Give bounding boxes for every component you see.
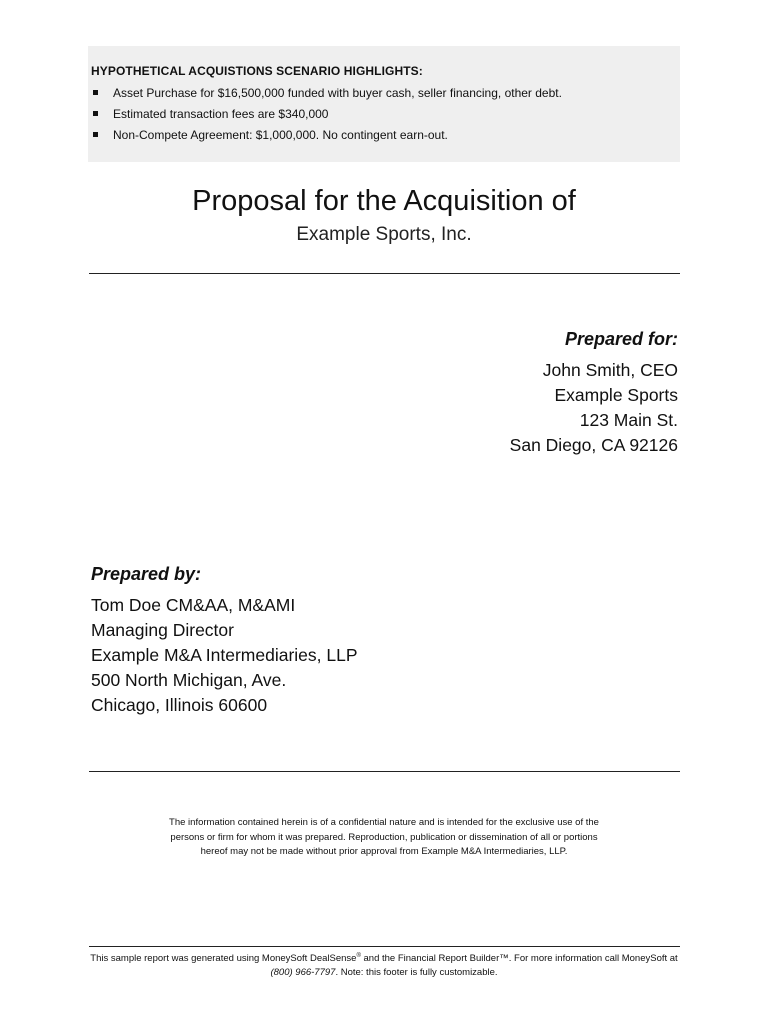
scenario-highlights-box xyxy=(88,46,680,162)
top-divider xyxy=(89,273,680,274)
document-title: Proposal for the Acquisition of xyxy=(192,185,576,217)
footer-text: . Note: this footer is fully customizable. xyxy=(335,967,498,979)
list-item xyxy=(91,125,680,146)
registered-mark: ® xyxy=(356,953,361,959)
address-line: Example M&A Intermediaries, LLP xyxy=(91,645,358,665)
address-line: Tom Doe CM&AA, M&AMI xyxy=(91,595,296,615)
page-footer xyxy=(88,949,680,980)
bottom-divider xyxy=(89,771,680,772)
address-line: Managing Director xyxy=(91,620,234,640)
footer-divider xyxy=(89,946,680,947)
list-item-text: Non-Compete Agreement: $1,000,000. No contingent earn-out. xyxy=(113,128,448,142)
highlights-title: HYPOTHETICAL ACQUISTIONS SCENARIO HIGHLIGHTS: xyxy=(91,64,423,78)
square-bullet-icon xyxy=(93,132,98,137)
prepared-by-label: Prepared by: xyxy=(91,564,202,584)
address-line: San Diego, CA 92126 xyxy=(509,435,678,455)
list-item-text: Asset Purchase for $16,500,000 funded with buyer cash, seller financing, other debt. xyxy=(113,86,562,100)
list-item xyxy=(91,83,680,104)
prepared-for-label: Prepared for: xyxy=(564,329,678,349)
footer-phone: (800) 966-7797 xyxy=(270,967,336,979)
square-bullet-icon xyxy=(93,111,98,116)
address-line: Chicago, Illinois 60600 xyxy=(91,695,268,715)
document-subtitle: Example Sports, Inc. xyxy=(296,224,472,245)
footer-text: and the Financial Report Builder™. For more information call MoneySoft at xyxy=(360,953,678,965)
prepared-by-block xyxy=(91,561,358,718)
address-line: 500 North Michigan, Ave. xyxy=(91,670,287,690)
square-bullet-icon xyxy=(93,90,98,95)
address-line: 123 Main St. xyxy=(579,410,678,430)
footer-text: This sample report was generated using MoneySoft DealSense xyxy=(90,953,357,965)
highlights-list xyxy=(91,83,680,146)
prepared-for-block xyxy=(510,326,678,458)
confidentiality-disclaimer: The information contained herein is of a confidential nature and is intended for the exclusive use of the persons or firm for whom it was prepared. Reproduction, publication or dissemination of all or portions hereof may not be made without prior approval from Example M&A Intermediaries, LLP. xyxy=(169,817,599,857)
list-item xyxy=(91,104,680,125)
address-line: Example Sports xyxy=(554,385,678,405)
address-line: John Smith, CEO xyxy=(542,360,678,380)
list-item-text: Estimated transaction fees are $340,000 xyxy=(113,107,329,121)
